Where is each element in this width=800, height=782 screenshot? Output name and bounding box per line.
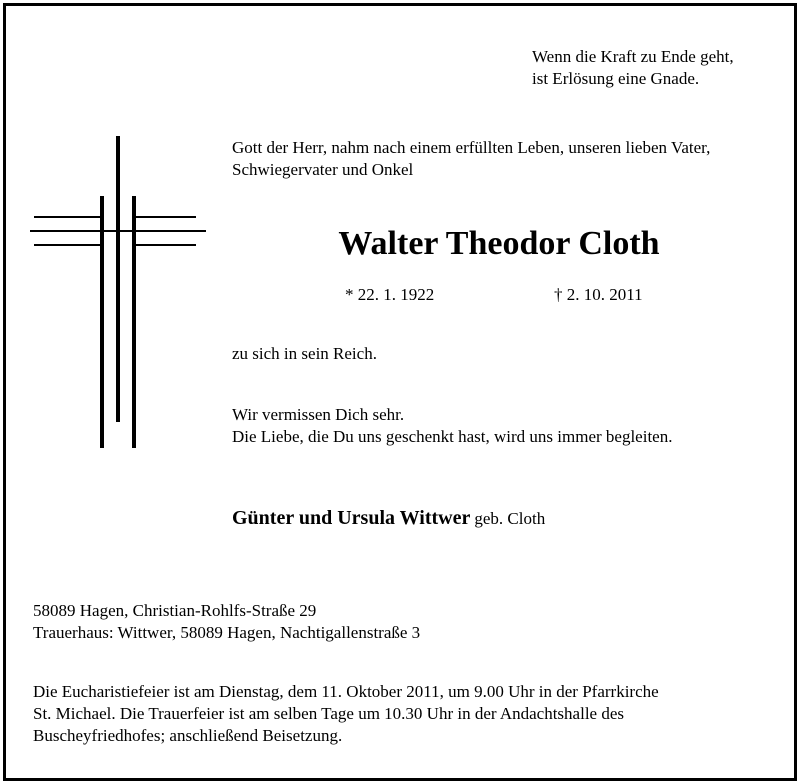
farewell-line: Die Liebe, die Du uns geschenkt hast, wird uns immer begleiten. (232, 427, 673, 446)
address-line: Trauerhaus: Wittwer, 58089 Hagen, Nachtigallenstraße 3 (33, 623, 421, 642)
intro-line: Schwiegervater und Onkel (232, 160, 414, 179)
motto (532, 46, 734, 90)
service-info (33, 681, 659, 747)
intro-text (232, 137, 710, 181)
reich-text: zu sich in sein Reich. (232, 344, 377, 363)
address-block (33, 600, 420, 644)
farewell-text (232, 404, 672, 448)
mourner-names: Günter und Ursula Wittwer (232, 507, 471, 529)
service-line: St. Michael. Die Trauerfeier ist am selben Tage um 10.30 Uhr in der Andachtshalle des (33, 704, 624, 723)
motto-line: ist Erlösung eine Gnade. (532, 69, 700, 88)
death-date: † 2. 10. 2011 (554, 285, 643, 304)
farewell-line: Wir vermissen Dich sehr. (232, 405, 405, 424)
service-line: Buscheyfriedhofes; anschließend Beisetzung. (33, 726, 343, 745)
motto-line: Wenn die Kraft zu Ende geht, (532, 47, 734, 66)
intro-line: Gott der Herr, nahm nach einem erfüllten Leben, unseren lieben Vater, (232, 138, 711, 157)
mourners (232, 506, 545, 531)
maiden-name: geb. Cloth (474, 509, 546, 528)
address-line: 58089 Hagen, Christian-Rohlfs-Straße 29 (33, 601, 317, 620)
service-line: Die Eucharistiefeier ist am Dienstag, dem 11. Oktober 2011, um 9.00 Uhr in der Pfarrkirche (33, 682, 659, 701)
cross-icon (30, 136, 206, 448)
birth-date: * 22. 1. 1922 (345, 285, 435, 304)
deceased-name: Walter Theodor Cloth (338, 225, 660, 262)
